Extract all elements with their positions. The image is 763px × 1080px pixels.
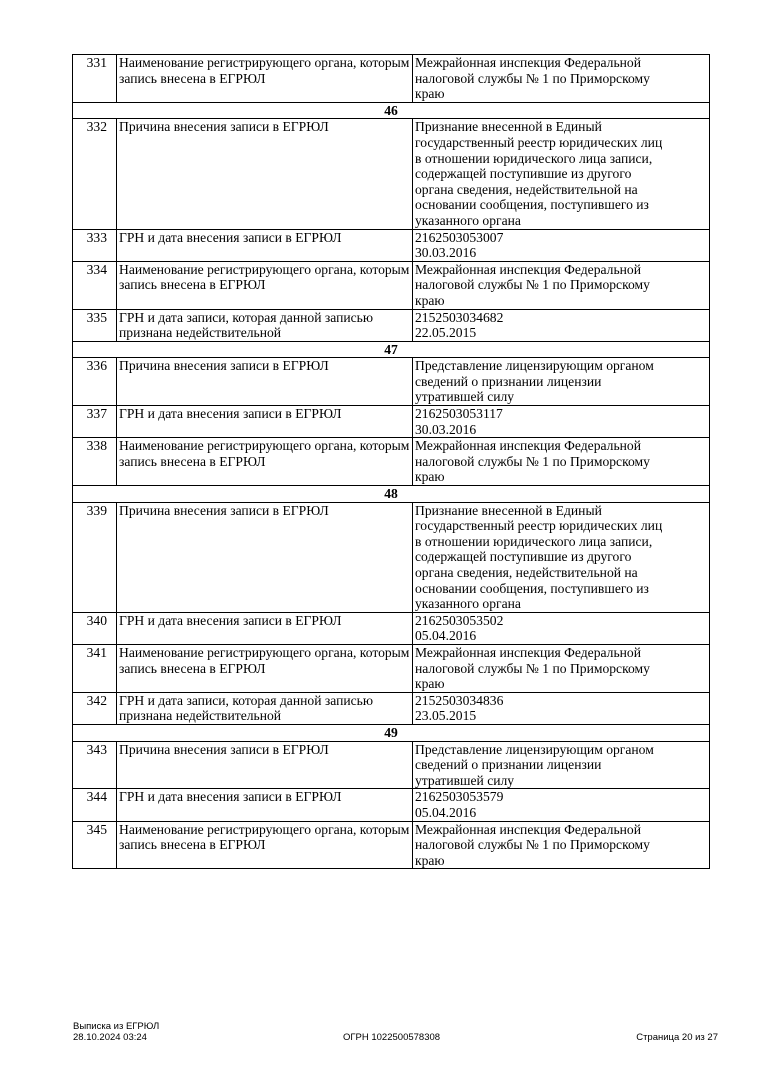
- field-value: 2162503053579 05.04.2016: [413, 789, 710, 821]
- field-label: Причина внесения записи в ЕГРЮЛ: [117, 119, 413, 229]
- field-value: 2162503053117 30.03.2016: [413, 406, 710, 438]
- field-value: Межрайонная инспекция Федеральной налоговой службы № 1 по Приморскому краю: [413, 261, 710, 309]
- row-number: 332: [73, 119, 117, 229]
- field-label: ГРН и дата внесения записи в ЕГРЮЛ: [117, 229, 413, 261]
- row-number: 341: [73, 644, 117, 692]
- field-value: Признание внесенной в Единый государственный реестр юридических лиц в отношении юридического лица записи, содержащей поступившие из другого органа сведения, недействительной на основании сообщения, поступившего из указанного органа: [413, 502, 710, 612]
- field-label: ГРН и дата записи, которая данной записью признана недействительной: [117, 692, 413, 724]
- field-value: Межрайонная инспекция Федеральной налоговой службы № 1 по Приморскому краю: [413, 821, 710, 869]
- table-row: [73, 789, 710, 821]
- section-number: 47: [73, 341, 710, 358]
- field-label: Наименование регистрирующего органа, которым запись внесена в ЕГРЮЛ: [117, 821, 413, 869]
- field-label: ГРН и дата записи, которая данной записью признана недействительной: [117, 309, 413, 341]
- footer-page-number: Страница 20 из 27: [636, 1032, 718, 1043]
- row-number: 343: [73, 741, 117, 789]
- field-value: Межрайонная инспекция Федеральной налоговой службы № 1 по Приморскому краю: [413, 644, 710, 692]
- field-value: 2162503053502 05.04.2016: [413, 612, 710, 644]
- field-label: Причина внесения записи в ЕГРЮЛ: [117, 358, 413, 406]
- table-row: [73, 644, 710, 692]
- row-number: 344: [73, 789, 117, 821]
- footer-datetime: 28.10.2024 03:24: [73, 1031, 147, 1043]
- row-number: 345: [73, 821, 117, 869]
- field-label: ГРН и дата внесения записи в ЕГРЮЛ: [117, 789, 413, 821]
- table-row: [73, 358, 710, 406]
- table-row: [73, 692, 710, 724]
- field-value: 2152503034836 23.05.2015: [413, 692, 710, 724]
- field-label: ГРН и дата внесения записи в ЕГРЮЛ: [117, 406, 413, 438]
- table-row: [73, 229, 710, 261]
- table-row: [73, 119, 710, 229]
- row-number: 339: [73, 502, 117, 612]
- table-row: [73, 261, 710, 309]
- table-row: [73, 502, 710, 612]
- footer-doc-title: Выписка из ЕГРЮЛ: [73, 1021, 160, 1032]
- row-number: 333: [73, 229, 117, 261]
- field-label: Наименование регистрирующего органа, которым запись внесена в ЕГРЮЛ: [117, 55, 413, 103]
- field-value: Межрайонная инспекция Федеральной налоговой службы № 1 по Приморскому краю: [413, 438, 710, 486]
- row-number: 337: [73, 406, 117, 438]
- field-value: 2162503053007 30.03.2016: [413, 229, 710, 261]
- field-label: Наименование регистрирующего органа, которым запись внесена в ЕГРЮЛ: [117, 644, 413, 692]
- field-label: Наименование регистрирующего органа, которым запись внесена в ЕГРЮЛ: [117, 438, 413, 486]
- field-value: Межрайонная инспекция Федеральной налоговой службы № 1 по Приморскому краю: [413, 55, 710, 103]
- section-header-row: [73, 102, 710, 119]
- footer-ogrn: ОГРН 1022500578308: [343, 1032, 441, 1043]
- row-number: 338: [73, 438, 117, 486]
- table-row: [73, 612, 710, 644]
- section-number: 46: [73, 102, 710, 119]
- table-row: [73, 438, 710, 486]
- egrul-record-table: [72, 54, 710, 869]
- field-label: Причина внесения записи в ЕГРЮЛ: [117, 502, 413, 612]
- field-value: Признание внесенной в Единый государственный реестр юридических лиц в отношении юридического лица записи, содержащей поступившие из другого органа сведения, недействительной на основании сообщения, поступившего из указанного органа: [413, 119, 710, 229]
- section-header-row: [73, 486, 710, 503]
- row-number: 340: [73, 612, 117, 644]
- row-number: 334: [73, 261, 117, 309]
- table-row: [73, 741, 710, 789]
- footer-doc-info: [73, 1022, 159, 1043]
- section-header-row: [73, 341, 710, 358]
- row-number: 342: [73, 692, 117, 724]
- field-label: ГРН и дата внесения записи в ЕГРЮЛ: [117, 612, 413, 644]
- section-header-row: [73, 724, 710, 741]
- table-row: [73, 821, 710, 869]
- field-label: Причина внесения записи в ЕГРЮЛ: [117, 741, 413, 789]
- field-value: 2152503034682 22.05.2015: [413, 309, 710, 341]
- section-number: 48: [73, 486, 710, 503]
- field-value: Представление лицензирующим органом сведений о признании лицензии утратившей силу: [413, 741, 710, 789]
- table-body: [73, 55, 710, 869]
- table-row: [73, 55, 710, 103]
- row-number: 335: [73, 309, 117, 341]
- table-row: [73, 309, 710, 341]
- field-label: Наименование регистрирующего органа, которым запись внесена в ЕГРЮЛ: [117, 261, 413, 309]
- row-number: 336: [73, 358, 117, 406]
- table-row: [73, 406, 710, 438]
- section-number: 49: [73, 724, 710, 741]
- row-number: 331: [73, 55, 117, 103]
- field-value: Представление лицензирующим органом сведений о признании лицензии утратившей силу: [413, 358, 710, 406]
